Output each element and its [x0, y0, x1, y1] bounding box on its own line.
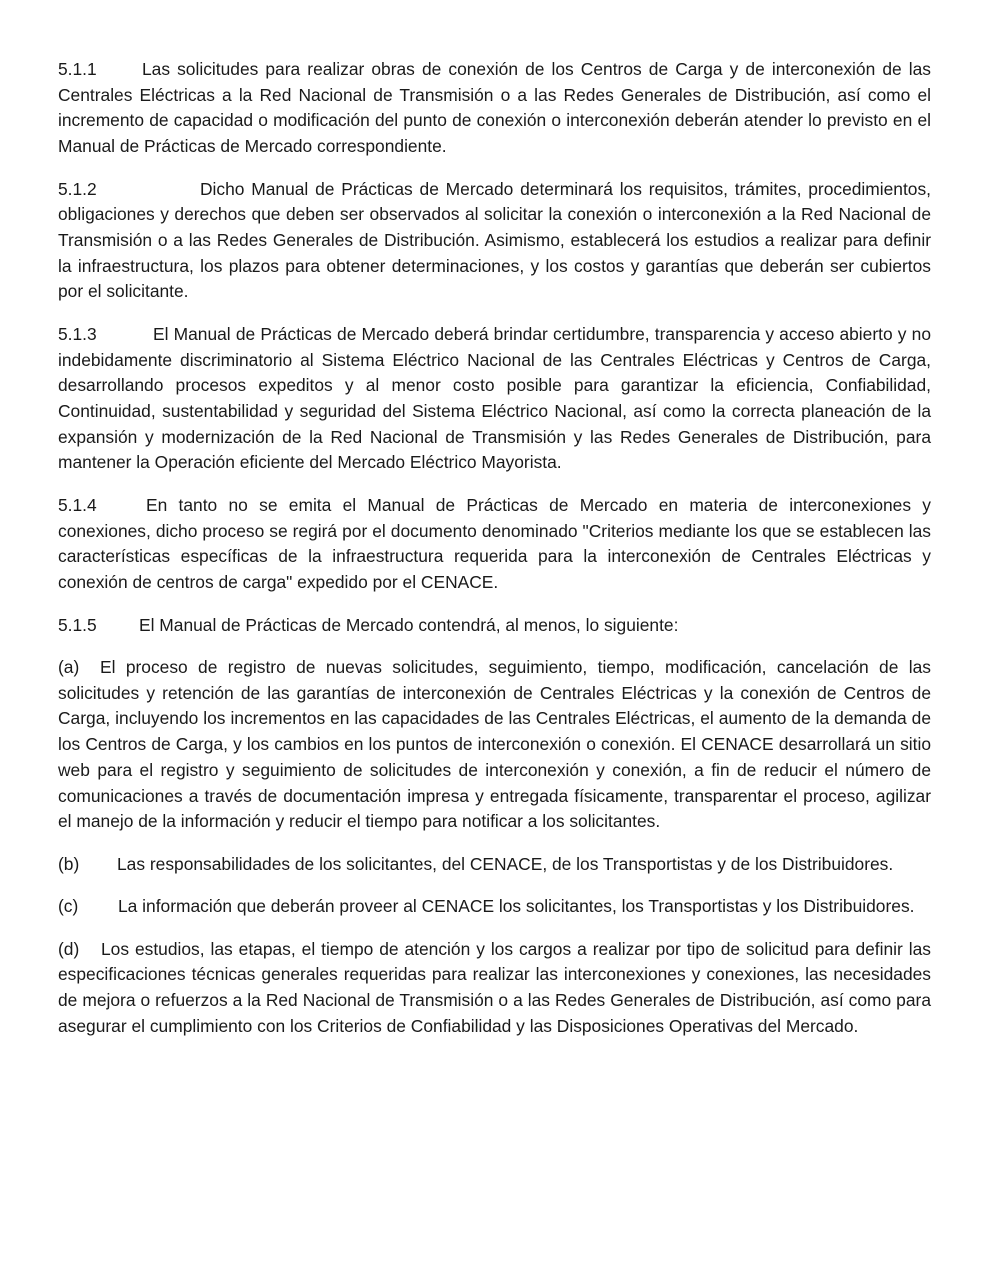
paragraph-5-1-5	[58, 613, 931, 639]
paragraph-text: Dicho Manual de Prácticas de Mercado determinará los requisitos, trámites, procedimientos, obligaciones y derechos que deben ser observados al solicitar la conexión o interconexión a la Red Nacional de Transmisión o a las Redes Generales de Distribución. Asimismo, establecerá los estudios a realizar para definir la infraestructura, los plazos para obtener determinaciones, y los costos y garantías que deberán ser cubiertos por el solicitante.	[58, 178, 931, 302]
paragraph-text: El Manual de Prácticas de Mercado contendrá, al menos, lo siguiente:	[139, 614, 679, 635]
document-page	[58, 57, 931, 1056]
item-a	[58, 655, 931, 835]
paragraph-5-1-3	[58, 322, 931, 476]
item-b	[58, 852, 931, 878]
paragraph-number: 5.1.1	[58, 59, 97, 79]
paragraph-5-1-1	[58, 57, 931, 160]
item-letter: (b)	[58, 853, 80, 874]
paragraph-5-1-4	[58, 493, 931, 596]
paragraph-number: 5.1.5	[58, 614, 97, 635]
paragraph-5-1-2	[58, 177, 931, 306]
item-text: El proceso de registro de nuevas solicitudes, seguimiento, tiempo, modificación, cancelación de las solicitudes y retención de las garantías de interconexión de Centrales Eléctricas y la conexión de Centros de Carga, incluyendo los incrementos en las capacidades de las Centrales Eléctricas, el aumento de la demanda de los Centros de Carga, y los cambios en los puntos de interconexión o conexión. El CENACE desarrollará un sitio web para el registro y seguimiento de solicitudes de interconexión y conexión, a fin de reducir el número de comunicaciones a través de documentación impresa y entregada físicamente, transparentar el proceso, agilizar el manejo de la información y reducir el tiempo para notificar a los solicitantes.	[58, 657, 931, 832]
paragraph-text: Las solicitudes para realizar obras de conexión de los Centros de Carga y de interconexión de las Centrales Eléctricas a la Red Nacional de Transmisión o a las Redes Generales de Distribución, así como el incremento de capacidad o modificación del punto de conexión o interconexión deberán atender lo previsto en el Manual de Prácticas de Mercado correspondiente.	[58, 59, 931, 157]
paragraph-text: En tanto no se emita el Manual de Prácticas de Mercado en materia de interconexiones y conexiones, dicho proceso se regirá por el documento denominado "Criterios mediante los que se establecen las características específicas de la infraestructura requerida para la interconexión de Centrales Eléctricas y conexión de centros de carga" expedido por el CENACE.	[58, 494, 931, 593]
paragraph-number: 5.1.4	[58, 494, 97, 515]
paragraph-number: 5.1.2	[58, 178, 97, 199]
item-letter: (c)	[58, 896, 79, 917]
item-c	[58, 894, 931, 920]
item-text: La información que deberán proveer al CENACE los solicitantes, los Transportistas y los Distribuidores.	[118, 896, 915, 917]
item-d	[58, 937, 931, 1040]
paragraph-number: 5.1.3	[58, 323, 97, 344]
item-letter: (a)	[58, 657, 80, 678]
item-text: Las responsabilidades de los solicitantes, del CENACE, de los Transportistas y de los Distribuidores.	[117, 853, 894, 874]
item-text: Los estudios, las etapas, el tiempo de atención y los cargos a realizar por tipo de solicitud para definir las especificaciones técnicas generales requeridas para realizar las interconexiones y conexiones, las necesidades de mejora o refuerzos a la Red Nacional de Transmisión o a las Redes Generales de Distribución, así como para asegurar el cumplimiento con los Criterios de Confiabilidad y las Disposiciones Operativas del Mercado.	[58, 938, 931, 1036]
item-letter: (d)	[58, 938, 80, 959]
paragraph-text: El Manual de Prácticas de Mercado deberá brindar certidumbre, transparencia y acceso abierto y no indebidamente discriminatorio al Sistema Eléctrico Nacional de las Centrales Eléctricas y Centros de Carga, desarrollando procesos expeditos y al menor costo posible para garantizar la eficiencia, Confiabilidad, Continuidad, sustentabilidad y seguridad del Sistema Eléctrico Nacional, así como la correcta planeación de la expansión y modernización de la Red Nacional de Transmisión y las Redes Generales de Distribución, para mantener la Operación eficiente del Mercado Eléctrico Mayorista.	[58, 323, 931, 473]
